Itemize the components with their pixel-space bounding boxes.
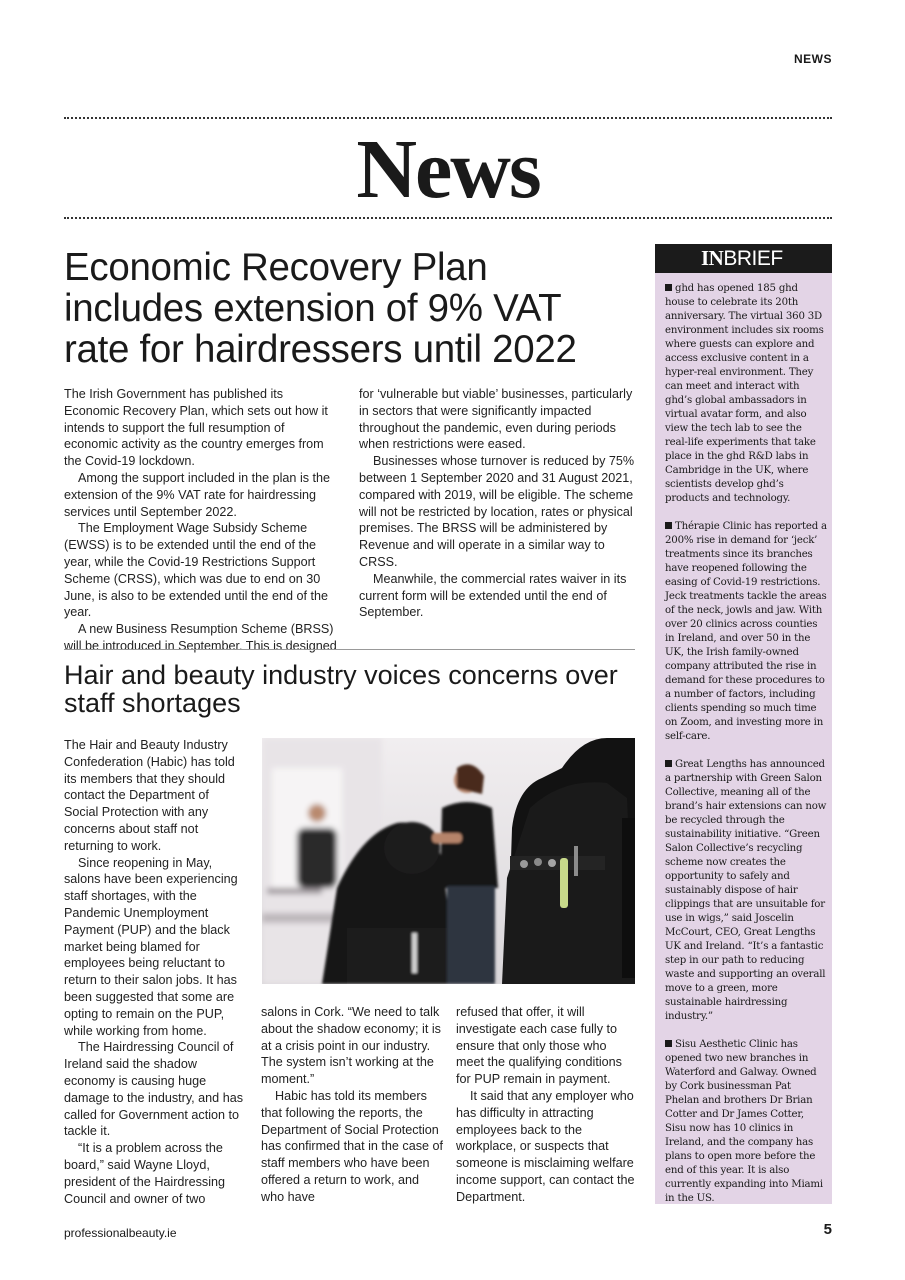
article2-paragraph: Habic has told its members that following the reports, the Department of Social Protection has confirmed that in the case of staff members who have been offered a return to work, and who have	[261, 1088, 444, 1204]
in-brief-header	[655, 244, 832, 273]
article2-paragraph: The Hairdressing Council of Ireland said the shadow economy is causing huge damage to the industry, and has called for Government action to tackle it.	[64, 1040, 243, 1139]
article2-column-1	[64, 737, 246, 1207]
article1-paragraph: Among the support included in the plan is the extension of the 9% VAT rate for hairdressing services until September 2022.	[64, 470, 331, 519]
article2-paragraph: Since reopening in May, salons have been experiencing staff shortages, with the Pandemic Unemployment Payment (PUP) and the black market being blamed for employees being reluctant to return to their salon jobs. It has been suggested that some are opting to remain on the PUP, while working from home.	[64, 855, 238, 1038]
article2-headline: Hair and beauty industry voices concerns over staff shortages	[64, 660, 618, 718]
brief-item: ghd has opened 185 ghd house to celebrate its 20th anniversary. The virtual 360 3D environment includes six rooms where guests can explore and access exclusive content in a hyper-real environment. They can meet and interact with ghd’s global ambassadors in virtual avatar form, and also view the tech lab to see the real-life experiments that take place in the ghd R&D labs in Cambridge in the UK, where scientists develop ghd’s products and technology.	[665, 283, 824, 504]
article1-paragraph: A new Business Resumption Scheme (BRSS) will be introduced in September. This is designed for ‘vulnerable but viable’ businesses, particularly in sectors that were significantly impacted throughout the pandemic, even during periods when restrictions were eased.	[64, 387, 633, 653]
salon-photo	[262, 738, 635, 984]
section-label: NEWS	[794, 52, 832, 66]
footer-url: professionalbeauty.ie	[64, 1226, 177, 1240]
square-bullet-icon	[665, 1040, 672, 1047]
article1-paragraph: The Irish Government has published its Economic Recovery Plan, which sets out how it intends to support the full resumption of economic activity as the country emerges from the Covid-19 lockdown.	[64, 387, 328, 469]
in-brief-title-brief: BRIEF	[723, 247, 783, 270]
article2-paragraph: salons in Cork. “We need to talk about the shadow economy; it is at a crisis point in our industry. The system isn’t working at the moment.”	[261, 1005, 441, 1087]
salon-photo-illustration	[262, 738, 635, 984]
article2-column-3	[456, 1004, 636, 1206]
article2-column-2	[261, 1004, 443, 1206]
brief-item: Sisu Aesthetic Clinic has opened two new branches in Waterford and Galway. Owned by Cork businessman Pat Phelan and brothers Dr Brian Cotter and Dr James Cotter, Sisu now has 10 clinics in Ireland, and the company has plans to open more before the end of this year. It is also currently expanding into Miami in the US.	[665, 1039, 823, 1204]
article1-paragraph: The Employment Wage Subsidy Scheme (EWSS) is to be extended until the end of the year, while the Covid-19 Restrictions Support Scheme (CRSS), which was due to end on 30 June, is also to be extended until the end of the year.	[64, 521, 328, 620]
top-dotted-divider	[64, 117, 832, 119]
article-divider	[64, 649, 635, 650]
article1-paragraph: Businesses whose turnover is reduced by 75% between 1 September 2020 and 31 August 2021, compared with 2019, will be eligible. The scheme will not be restricted by location, rates or physical premises. The BRSS will be administered by Revenue and will operate in a similar way to CRSS.	[359, 454, 635, 569]
square-bullet-icon	[665, 760, 672, 767]
article2-paragraph: refused that offer, it will investigate each case fully to ensure that only those who meet the qualifying conditions for PUP remain in payment.	[456, 1005, 622, 1087]
article1-paragraph: Meanwhile, the commercial rates waiver in its current form will be extended until the end of September.	[359, 571, 627, 620]
article2-paragraph: The Hair and Beauty Industry Confederation (Habic) has told its members that they should contact the Department of Social Protection with any concerns about staff not returning to work.	[64, 738, 235, 853]
in-brief-title-in: IN	[701, 246, 724, 270]
in-brief-list	[665, 282, 827, 1220]
brief-item: Great Lengths has announced a partnership with Green Salon Collective, meaning all of the brand’s hair extensions can now be recycled through the sustainability initiative. “Green Salon Collective’s recycling scheme now creates the opportunity to safely and sustainably dispose of hair clippings that are unsuitable for use in wigs,” said Joscelin McCourt, CEO, Great Lengths UK and Ireland. “It’s a fantastic step in our path to reducing waste and supporting an overall move to a green, more sustainable hairdressing industry.”	[665, 759, 827, 1022]
square-bullet-icon	[665, 522, 672, 529]
article2-paragraph: It said that any employer who has difficulty in attracting employees back to the workplace, or suspects that someone is misclaiming welfare income support, can contact the Department.	[456, 1088, 635, 1204]
brief-item: Thérapie Clinic has reported a 200% rise in demand for ‘jeck’ treatments since its branches have reopened following the easing of Covid-19 restrictions. Jeck treatments tackle the areas of the neck, jowls and jaw. With over 20 clinics across counties in Ireland, and over 50 in the UK, the Irish family-owned company attributed the rise in demand for these procedures to a number of factors, including clients spending so much time on Zoom, and investing more in self-care.	[665, 521, 827, 742]
article1-headline: Economic Recovery Plan includes extension of 9% VAT rate for hairdressers until 2022	[64, 246, 577, 371]
article2-paragraph: “It is a problem across the board,” said Wayne Lloyd, president of the Hairdressing Council and owner of two	[64, 1141, 226, 1206]
masthead-title: News	[356, 123, 540, 216]
bottom-dotted-divider	[64, 217, 832, 219]
page-number: 5	[823, 1221, 832, 1238]
article1-body	[64, 386, 636, 655]
square-bullet-icon	[665, 284, 672, 291]
